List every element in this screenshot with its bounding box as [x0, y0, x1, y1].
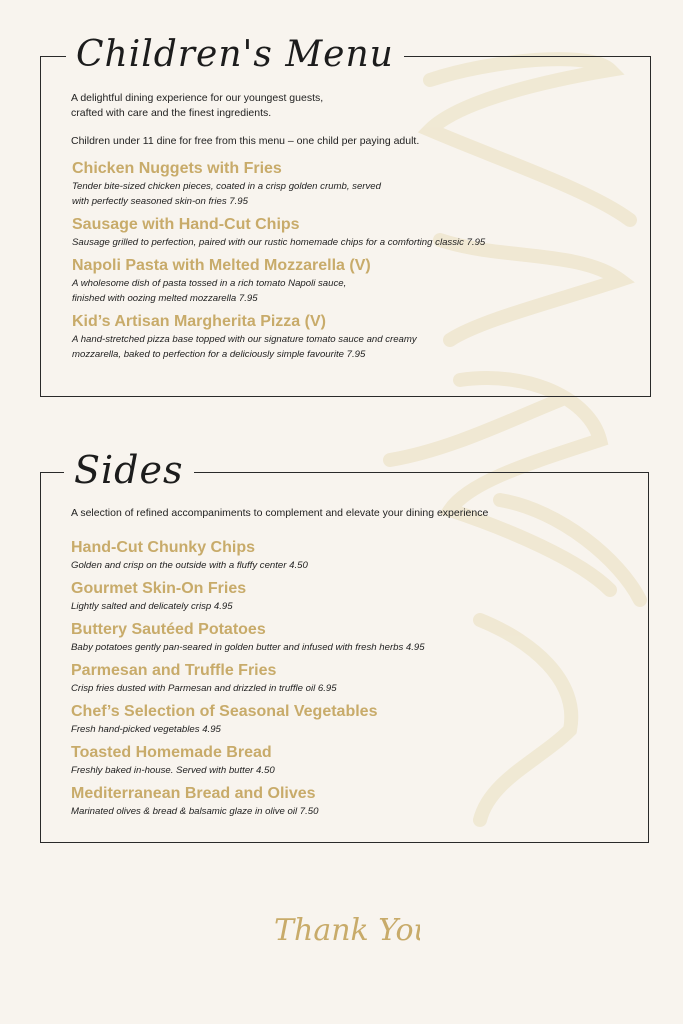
side-item-name: Chef’s Selection of Seasonal Vegetables: [71, 703, 378, 720]
side-item-name: Toasted Homemade Bread: [71, 744, 272, 761]
childrens-menu-title-text: Children's Menu: [76, 34, 394, 75]
menu-item-desc-line: Tender bite-sized chicken pieces, coated in a crisp golden crumb, served: [72, 181, 381, 192]
children-intro: [71, 91, 323, 121]
menu-item-desc-line: A wholesome dish of pasta tossed in a rich tomato Napoli sauce,: [72, 278, 347, 289]
side-item-description: Freshly baked in-house. Served with butter 4.50: [71, 765, 275, 776]
menu-item-desc-line: Sausage grilled to perfection, paired with our rustic homemade chips for a comforting classic 7.95: [72, 237, 486, 248]
thank-you-text: Thank You: [274, 913, 420, 948]
side-item-name: Parmesan and Truffle Fries: [71, 662, 277, 679]
menu-item-description: [72, 179, 381, 209]
sides-intro: A selection of refined accompaniments to complement and elevate your dining experience: [71, 507, 489, 519]
menu-item-desc-line: with perfectly seasoned skin-on fries 7.95: [72, 196, 248, 207]
side-item-description: Fresh hand-picked vegetables 4.95: [71, 724, 221, 735]
menu-item-description: [72, 332, 417, 362]
menu-item-description: [72, 276, 346, 306]
side-item-description: Crisp fries dusted with Parmesan and drizzled in truffle oil 6.95: [71, 683, 337, 694]
side-item-name: Hand-Cut Chunky Chips: [71, 539, 255, 556]
children-policy: Children under 11 dine for free from this menu – one child per paying adult.: [71, 135, 420, 147]
menu-item-name: Sausage with Hand-Cut Chips: [72, 216, 300, 233]
menu-item-name: Napoli Pasta with Melted Mozzarella (V): [72, 257, 371, 274]
side-item-description: Golden and crisp on the outside with a fluffy center 4.50: [71, 560, 308, 571]
side-item-name: Mediterranean Bread and Olives: [71, 785, 316, 802]
menu-item-desc-line: mozzarella, baked to perfection for a deliciously simple favourite 7.95: [72, 349, 366, 360]
side-item-name: Buttery Sautéed Potatoes: [71, 621, 266, 638]
sides-title-text: Sides: [74, 448, 184, 492]
menu-item-desc-line: A hand-stretched pizza base topped with our signature tomato sauce and creamy: [72, 334, 417, 345]
menu-item-name: Kid’s Artisan Margherita Pizza (V): [72, 313, 326, 330]
menu-item-description: [72, 235, 485, 250]
menu-item-desc-line: finished with oozing melted mozzarella 7.95: [72, 293, 258, 304]
thank-you-script-graphic: [270, 900, 420, 960]
childrens-menu-title: [66, 34, 404, 75]
children-intro-line1: A delightful dining experience for our youngest guests,: [71, 92, 324, 104]
menu-item-name: Chicken Nuggets with Fries: [72, 160, 282, 177]
side-item-description: Marinated olives & bread & balsamic glaze in olive oil 7.50: [71, 806, 319, 817]
children-intro-line2: crafted with care and the finest ingredients.: [71, 107, 272, 119]
side-item-description: Lightly salted and delicately crisp 4.95: [71, 601, 233, 612]
side-item-name: Gourmet Skin-On Fries: [71, 580, 247, 597]
side-item-description: Baby potatoes gently pan-seared in golden butter and infused with fresh herbs 4.95: [71, 642, 425, 653]
sides-title: [64, 448, 194, 492]
thank-you-signature: [270, 900, 420, 960]
